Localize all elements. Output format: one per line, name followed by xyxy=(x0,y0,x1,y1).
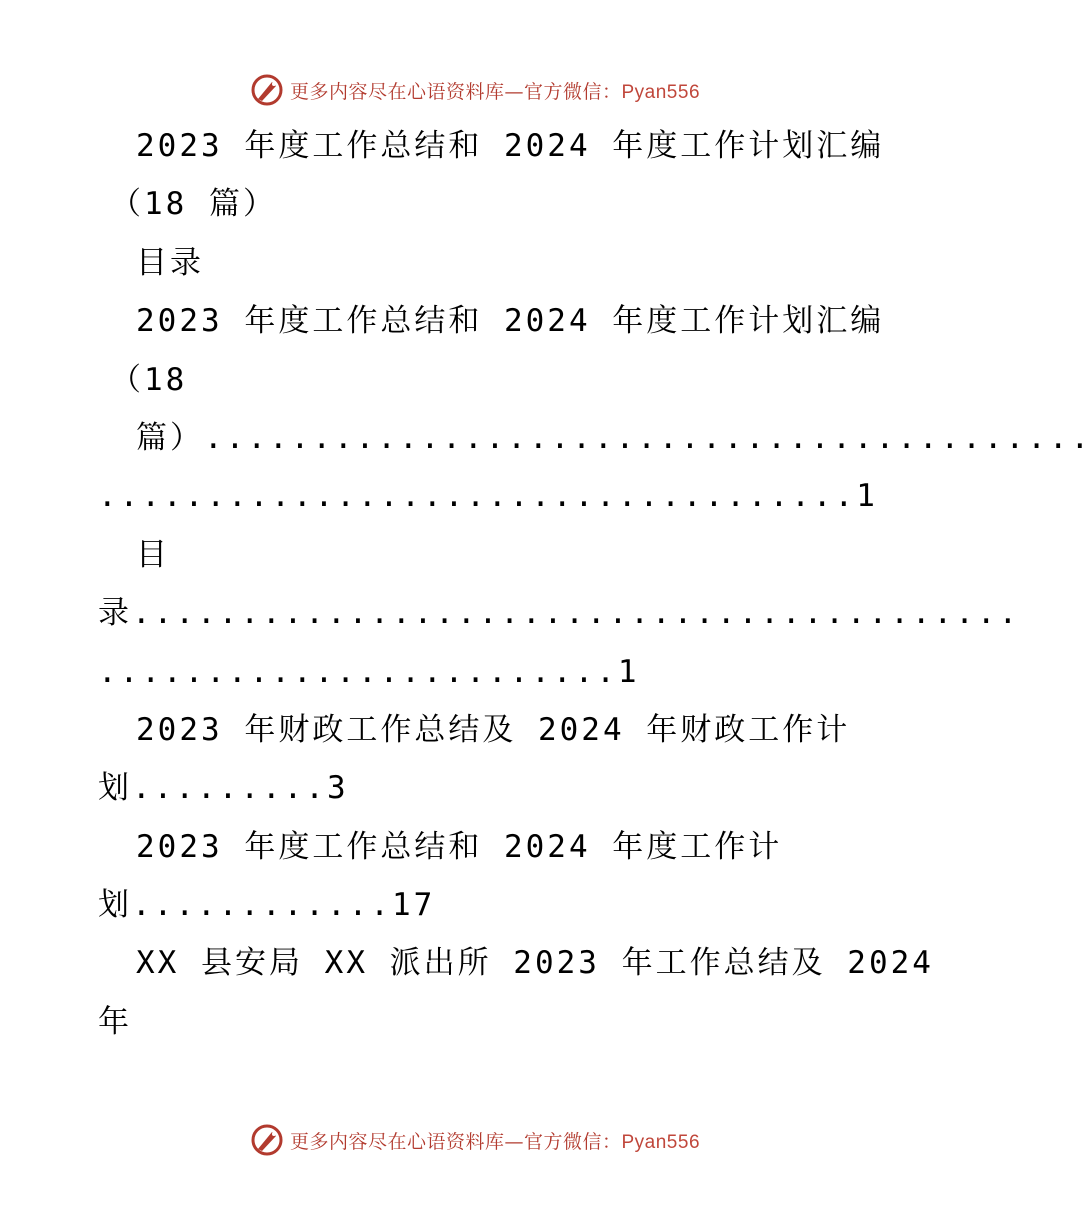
toc-entry-5-line-2: 年 xyxy=(98,1003,132,1040)
doc-title-line-1: 2023 年度工作总结和 2024 年度工作计划汇编 xyxy=(136,128,885,164)
toc-entry-1-line-3: 篇）......................................... xyxy=(136,419,1092,456)
watermark-footer xyxy=(0,1120,950,1160)
toc-entry-3-line-2: 划.........3 xyxy=(98,770,349,807)
toc-entry-2-line-1: 目 xyxy=(136,536,170,573)
toc-entry-2-line-2: 录......................................... xyxy=(98,595,1021,632)
toc-entry-3-line-1: 2023 年财政工作总结及 2024 年财政工作计 xyxy=(136,711,851,748)
document-body xyxy=(98,117,1092,1051)
toc-entry-5-line-1: XX 县安局 XX 派出所 2023 年工作总结及 2024 xyxy=(136,945,934,982)
watermark-text: 更多内容尽在心语资料库—官方微信：Pyan556 xyxy=(289,1130,701,1153)
watermark-text: 更多内容尽在心语资料库—官方微信：Pyan556 xyxy=(289,80,701,103)
watermark-header xyxy=(0,70,950,110)
toc-entry-4-line-1: 2023 年度工作总结和 2024 年度工作计 xyxy=(136,828,783,865)
toc-entry-1-line-1: 2023 年度工作总结和 2024 年度工作计划汇编 xyxy=(136,303,885,340)
toc-entry-2-line-3: ........................1 xyxy=(98,653,640,690)
pen-logo-icon xyxy=(250,1123,284,1157)
doc-title-line-2: （18 篇） xyxy=(110,186,277,223)
toc-heading: 目录 xyxy=(136,244,204,281)
pen-logo-icon xyxy=(250,73,284,107)
toc-entry-1-line-2: （18 xyxy=(110,361,188,398)
toc-entry-1-line-4: ...................................1 xyxy=(98,478,878,515)
toc-entry-4-line-2: 划............17 xyxy=(98,887,436,924)
